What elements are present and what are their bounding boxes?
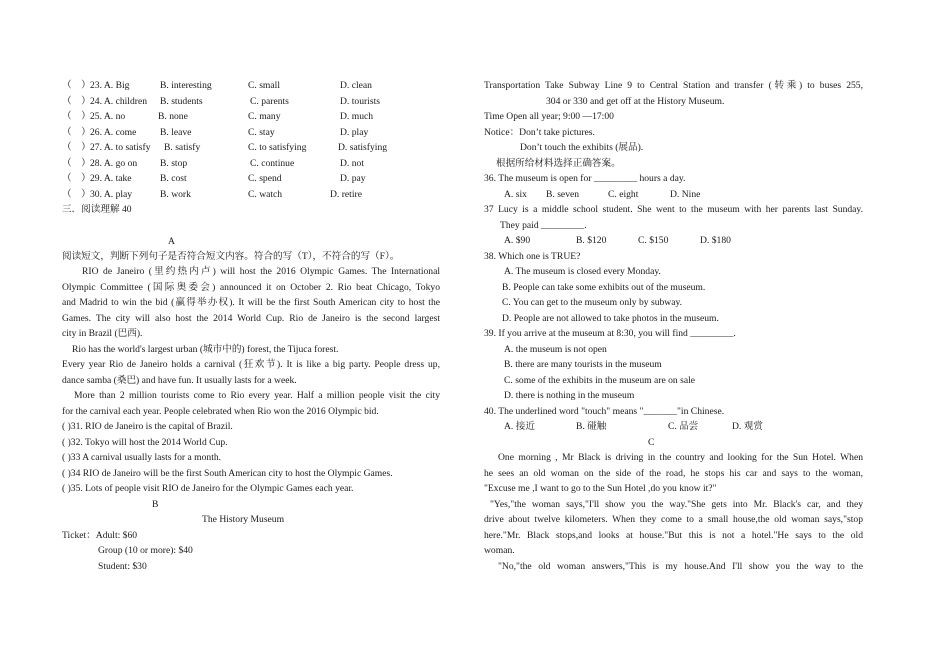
- passage-line: woman.: [484, 545, 515, 556]
- section-title: 三．阅读理解 40: [62, 204, 132, 215]
- option-c: C. to satisfying: [248, 142, 307, 153]
- option-c: C. $150: [638, 235, 669, 246]
- passage-line: for the carnival each year. People celebrated when Rio won the 2016 Olympic bid.: [62, 405, 379, 417]
- option-a: 26. A. come: [90, 126, 137, 138]
- ticket-student: Student: $30: [98, 560, 147, 572]
- tf-question: ( )31. RIO de Janeiro is the capital of Brazil.: [62, 421, 233, 432]
- transport-line: Transportation Take Subway Line 9 to Central Station and transfer (转乘) to buses 255,: [484, 80, 863, 91]
- question-38: 38. Which one is TRUE?: [484, 250, 581, 262]
- answer-blank: （ ）: [62, 142, 91, 153]
- option-b: B. seven: [546, 188, 580, 200]
- passage-line: "Yes,"the woman says,"I'll show you the way."She gets into Mr. Black's car, and they: [490, 498, 863, 510]
- answer-blank: （ ）: [62, 80, 91, 91]
- option-b: B. satisfy: [164, 142, 201, 153]
- option-b: B. students: [160, 95, 203, 107]
- option-d: D. 观赏: [732, 421, 763, 432]
- option-c: C. small: [248, 80, 280, 91]
- option-d: D. Nine: [670, 188, 701, 200]
- option-c: C. many: [248, 111, 281, 122]
- museum-title: The History Museum: [202, 514, 285, 525]
- option-c: C. 品尝: [668, 421, 699, 432]
- passage-line: More than 2 million tourists come to Rio every year. Half a million people visit the city: [74, 390, 440, 401]
- option-d: D. clean: [340, 80, 372, 91]
- option-d: D. People are not allowed to take photos in the museum.: [502, 312, 719, 324]
- option-b: B. 碰触: [576, 421, 607, 432]
- question-40: 40. The underlined word "touch" means "_______"in Chinese.: [484, 405, 725, 417]
- question-39: 39. If you arrive at the museum at 8:30, you will find _________.: [484, 328, 736, 339]
- option-c: C. some of the exhibits in the museum are on sale: [504, 374, 696, 386]
- option-d: D. much: [340, 111, 374, 122]
- passage-b-label: B: [152, 498, 159, 510]
- tf-question: ( )34 RIO de Janeiro will be the first South American city to host the Olympic Games.: [62, 467, 393, 479]
- option-b: B. stop: [160, 157, 188, 169]
- option-a: A. The museum is closed every Monday.: [504, 266, 661, 277]
- option-d: D. there is nothing in the museum: [504, 390, 635, 401]
- option-a: 24. A. children: [90, 95, 148, 107]
- passage-line: Rio has the world's largest urban (城市中的) forest, the Tijuca forest.: [72, 343, 339, 355]
- passage-line: and Madrid to win the bid (赢得举办权). It will be the first South American city to host the: [62, 297, 440, 308]
- option-b: B. interesting: [160, 80, 212, 91]
- question-37-cont: They paid _________.: [500, 219, 587, 231]
- answer-blank: （ ）: [62, 111, 91, 122]
- passage-line: RIO de Janeiro (里约热内卢) will host the 2016 Olympic Games. The International: [82, 266, 440, 277]
- passage-line: Olympic Committee (国际奥委会) announced it on October 2. Rio beat Chicago, Tokyo: [62, 281, 440, 293]
- option-d: D. tourists: [340, 95, 380, 107]
- passage-line: drive about twelve kilometers. When they come to a small house,the old woman says,"stop: [484, 514, 863, 525]
- museum-notice: Notice：Don’t take pictures.: [484, 126, 595, 138]
- option-d: D. $180: [700, 235, 731, 246]
- passage-line: "Excuse me ,I want to go to the Sun Hotel ,do you know it?": [484, 483, 717, 494]
- answer-blank: （ ）: [62, 95, 91, 107]
- option-b: B. there are many tourists in the museum: [504, 359, 662, 370]
- option-b: B. work: [160, 188, 191, 200]
- option-a: 25. A. no: [90, 111, 126, 122]
- passage-line: Every year Rio de Janeiro holds a carnival (狂欢节). It is like a big party. People dress up,: [62, 359, 440, 370]
- instruction: 阅读短文，判断下列句子是否符合短文内容。符合的写（T），不符合的写（F）。: [62, 251, 400, 262]
- option-c: C. eight: [608, 188, 639, 200]
- museum-time: Time Open all year; 9:00 —17:00: [484, 111, 614, 122]
- option-d: D. play: [340, 126, 369, 138]
- option-a: 23. A. Big: [90, 80, 130, 91]
- option-b: B. cost: [160, 173, 187, 184]
- tf-question: ( )33 A carnival usually lasts for a month.: [62, 452, 222, 463]
- passage-a-label: A: [168, 236, 175, 247]
- passage-line: dance samba (桑巴) and have fun. It usually lasts for a week.: [62, 374, 297, 386]
- passage-line: One morning , Mr Black is driving in the country and looking for the Sun Hotel. When: [498, 452, 863, 463]
- option-a: 28. A. go on: [90, 157, 138, 169]
- museum-notice: Don’t touch the exhibits (展品).: [520, 142, 644, 153]
- passage-line: Games. The city will also host the 2014 World Cup. Rio de Janeiro is the second largest: [62, 312, 440, 324]
- tf-question: ( )32. Tokyo will host the 2014 World Cup.: [62, 436, 228, 448]
- option-c: C. continue: [250, 157, 295, 169]
- option-a: A. the museum is not open: [504, 343, 607, 355]
- passage-line: here."Mr. Black stops,and looks at house."But this is not a hotel."He says to the old: [484, 529, 863, 541]
- ticket-adult: Ticket：Adult: $60: [62, 529, 138, 541]
- option-a: A. six: [504, 188, 527, 200]
- transport-line: 304 or 330 and get off at the History Museum.: [546, 95, 725, 107]
- option-c: C. You can get to the museum only by subway.: [502, 297, 683, 308]
- answer-blank: （ ）: [62, 173, 91, 184]
- answer-blank: （ ）: [62, 126, 91, 138]
- question-36: 36. The museum is open for _________ hours a day.: [484, 173, 686, 184]
- option-b: B. none: [158, 111, 188, 122]
- option-c: C. watch: [248, 188, 283, 200]
- option-a: A. $90: [504, 235, 531, 246]
- option-c: C. parents: [250, 95, 289, 107]
- option-c: C. spend: [248, 173, 282, 184]
- option-c: C. stay: [248, 126, 275, 138]
- instruction: 根据所给材料选择正确答案。: [496, 157, 621, 169]
- option-b: B. $120: [576, 235, 607, 246]
- passage-line: he sees an old woman on the side of the road, he stops his car and says to the woman,: [484, 467, 863, 479]
- option-b: B. People can take some exhibits out of the museum.: [502, 281, 706, 293]
- option-d: D. retire: [330, 188, 362, 200]
- question-37: 37 Lucy is a middle school student. She went to the museum with her parents last Sunday.: [484, 204, 863, 215]
- option-d: D. satisfying: [338, 142, 388, 153]
- option-a: A. 接近: [504, 421, 535, 432]
- option-a: 27. A. to satisfy: [90, 142, 151, 153]
- option-d: D. pay: [340, 173, 366, 184]
- option-d: D. not: [340, 157, 364, 169]
- answer-blank: （ ）: [62, 157, 91, 169]
- passage-line: "No,"the old woman answers,"This is my house.And I'll show you the way to the: [498, 560, 863, 572]
- passage-c-label: C: [648, 436, 655, 448]
- option-b: B. leave: [160, 126, 192, 138]
- option-a: 30. A. play: [90, 188, 133, 200]
- passage-line: city in Brazil (巴西).: [62, 328, 143, 339]
- answer-blank: （ ）: [62, 188, 91, 200]
- option-a: 29. A. take: [90, 173, 132, 184]
- tf-question: ( )35. Lots of people visit RIO de Janeiro for the Olympic Games each year.: [62, 483, 354, 494]
- ticket-group: Group (10 or more): $40: [98, 545, 193, 556]
